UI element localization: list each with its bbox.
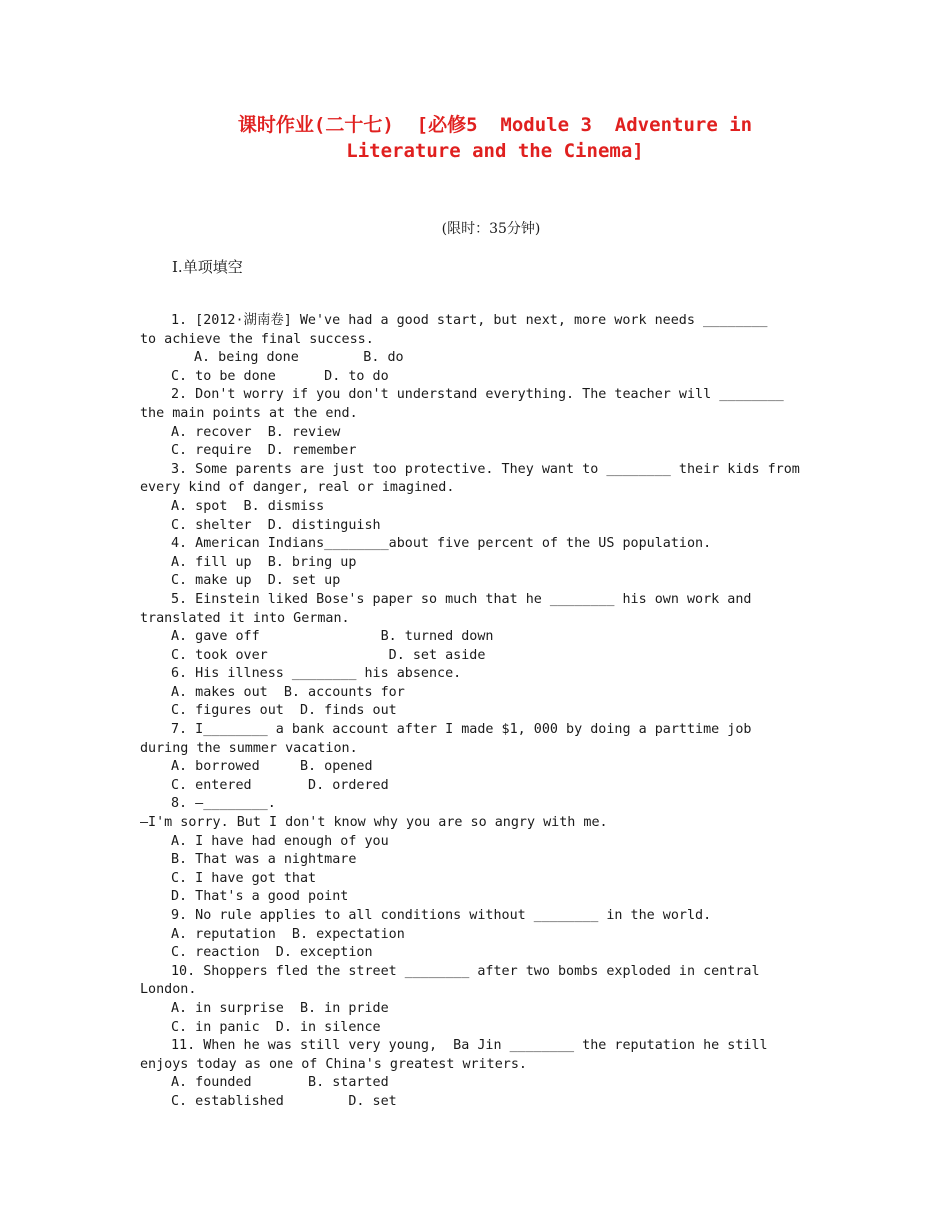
question-stem: 10. Shoppers fled the street ________ after two bombs exploded in central bbox=[171, 963, 760, 979]
answer-options: B. That was a nightmare bbox=[171, 852, 357, 868]
answer-options: A. in surprise B. in pride bbox=[171, 1000, 389, 1016]
question-stem: 5. Einstein liked Bose's paper so much that he ________ his own work and bbox=[171, 591, 752, 607]
answer-options: C. shelter D. distinguish bbox=[171, 517, 381, 533]
question-stem-continued: —I'm sorry. But I don't know why you are so angry with me. bbox=[140, 815, 608, 831]
answer-options: A. recover B. review bbox=[171, 424, 341, 440]
answer-options: C. figures out D. finds out bbox=[171, 703, 397, 719]
question-list bbox=[140, 312, 820, 1112]
question-stem: 1. [2012·湖南卷] We've had a good start, but next, more work needs ________ bbox=[171, 313, 768, 328]
answer-options: C. entered D. ordered bbox=[171, 777, 389, 793]
question-item bbox=[140, 963, 820, 1037]
question-stem: 2. Don't worry if you don't understand everything. The teacher will ________ bbox=[171, 387, 784, 403]
time-limit: (限时：35分钟) bbox=[441, 221, 541, 237]
answer-options: A. spot B. dismiss bbox=[171, 498, 325, 514]
question-stem-continued: during the summer vacation. bbox=[140, 740, 358, 756]
question-stem-continued: London. bbox=[140, 982, 197, 998]
question-item bbox=[140, 591, 820, 665]
answer-options: C. I have got that bbox=[171, 870, 317, 886]
question-stem: 7. I________ a bank account after I made $1, 000 by doing a parttime job bbox=[171, 722, 752, 738]
question-stem: 3. Some parents are just too protective. They want to ________ their kids from bbox=[171, 461, 800, 477]
answer-options: C. in panic D. in silence bbox=[171, 1019, 381, 1035]
answer-options: C. took over D. set aside bbox=[171, 647, 486, 663]
answer-options: A. being done B. do bbox=[194, 350, 404, 366]
question-item bbox=[140, 1037, 820, 1111]
question-item bbox=[140, 386, 820, 460]
question-item bbox=[140, 312, 820, 386]
question-stem-continued: to achieve the final success. bbox=[140, 331, 374, 347]
question-stem: 11. When he was still very young, Ba Jin ________ the reputation he still bbox=[171, 1038, 768, 1054]
question-stem: 9. No rule applies to all conditions without ________ in the world. bbox=[171, 908, 712, 923]
answer-options: A. founded B. started bbox=[171, 1075, 389, 1091]
answer-options: A. I have had enough of you bbox=[171, 833, 389, 849]
section-heading: Ⅰ.单项填空 bbox=[172, 258, 243, 276]
answer-options: C. to be done D. to do bbox=[171, 368, 389, 384]
question-item bbox=[140, 461, 820, 535]
question-stem-continued: enjoys today as one of China's greatest writers. bbox=[140, 1056, 527, 1072]
question-item bbox=[140, 665, 820, 721]
question-item bbox=[140, 907, 820, 963]
title-line-1: 课时作业(二十七) [必修5 Module 3 Adventure in bbox=[237, 114, 753, 136]
answer-options: A. makes out B. accounts for bbox=[171, 684, 405, 700]
question-stem: 8. —________. bbox=[171, 796, 276, 812]
question-item bbox=[140, 795, 820, 907]
answer-options: A. gave off B. turned down bbox=[171, 629, 494, 645]
question-stem: 4. American Indians________about five percent of the US population. bbox=[171, 536, 712, 552]
answer-options: C. require D. remember bbox=[171, 443, 357, 459]
question-item bbox=[140, 535, 820, 591]
answer-options: A. fill up B. bring up bbox=[171, 554, 357, 570]
question-stem: 6. His illness ________ his absence. bbox=[171, 666, 462, 682]
answer-options: C. reaction D. exception bbox=[171, 945, 373, 961]
answer-options: A. borrowed B. opened bbox=[171, 759, 373, 775]
document-title bbox=[150, 112, 840, 164]
answer-options: C. established D. set bbox=[171, 1093, 397, 1109]
question-stem-continued: the main points at the end. bbox=[140, 405, 358, 421]
answer-options: A. reputation B. expectation bbox=[171, 926, 405, 942]
answer-options: C. make up D. set up bbox=[171, 573, 341, 589]
answer-options: D. That's a good point bbox=[171, 889, 349, 905]
question-item bbox=[140, 721, 820, 795]
question-stem-continued: translated it into German. bbox=[140, 610, 350, 626]
title-line-2: Literature and the Cinema] bbox=[346, 140, 644, 162]
question-stem-continued: every kind of danger, real or imagined. bbox=[140, 480, 455, 496]
